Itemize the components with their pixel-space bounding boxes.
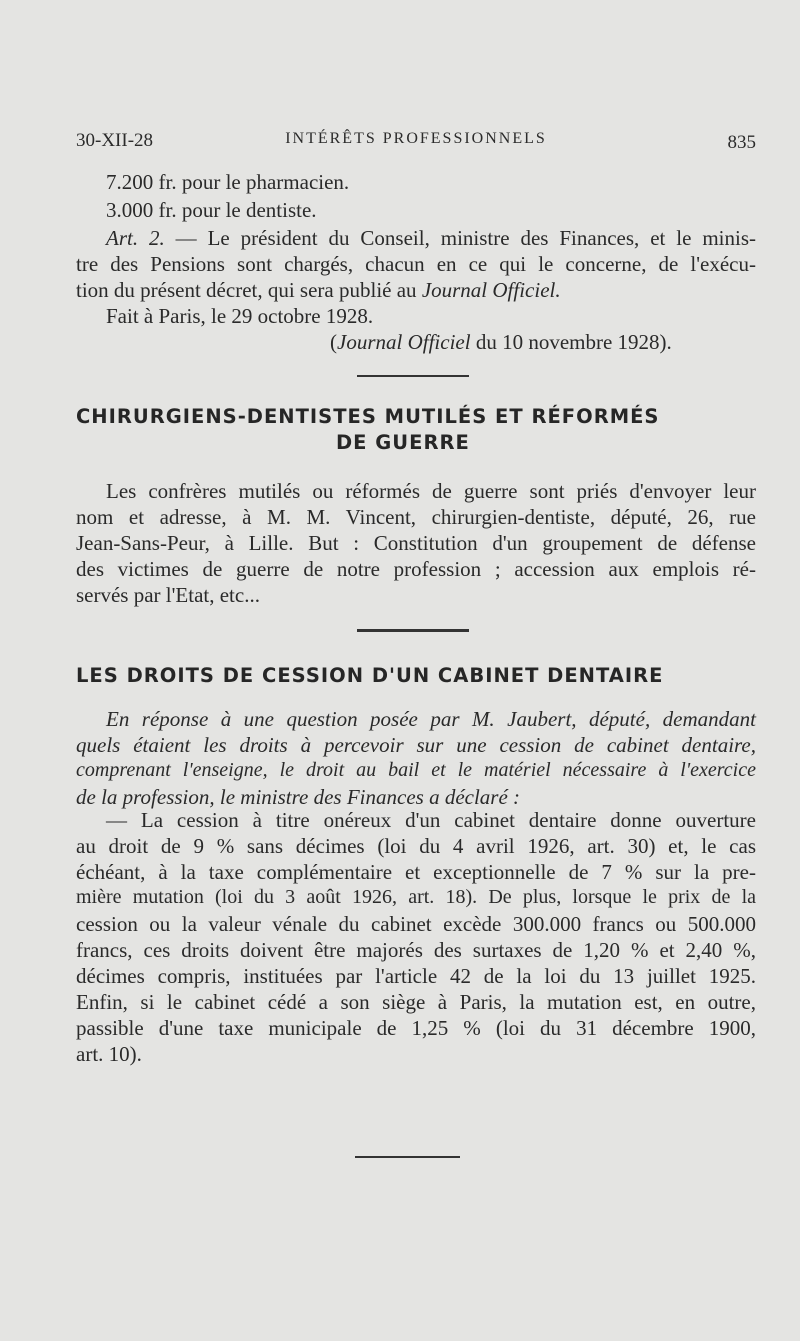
article-label: Art. 2. <box>106 226 165 250</box>
article-text: tion du présent décret, qui sera publié au <box>76 278 422 302</box>
section-divider <box>357 375 469 377</box>
paragraph-line: Les confrères mutilés ou réformés de guerre sont priés d'envoyer leur <box>106 479 756 503</box>
section-divider <box>355 1156 460 1158</box>
body-line: décimes compris, instituées par l'article 42 de la loi du 13 juillet 1925. <box>76 964 756 988</box>
decree-article-line <box>76 278 561 303</box>
article-text: — Le président du Conseil, ministre des Finances, et le minis- <box>164 226 756 250</box>
paragraph-line: servés par l'Etat, etc... <box>76 583 260 607</box>
paragraph-line: nom et adresse, à M. M. Vincent, chirurgien-dentiste, député, 26, rue <box>76 505 756 529</box>
body-line: — La cession à titre onéreux d'un cabinet dentaire donne ouverture <box>106 808 756 832</box>
source-paren: ( <box>330 330 337 354</box>
section-title-mutiles: CHIRURGIENS-DENTISTES MUTILÉS ET RÉFORMÉS <box>76 405 660 428</box>
body-line: art. 10). <box>76 1042 142 1066</box>
paragraph-line: des victimes de guerre de notre profession ; accession aux emplois ré- <box>76 557 756 581</box>
journal-reference: Journal Officiel. <box>421 278 561 302</box>
section-divider <box>357 629 469 632</box>
decree-line: 7.200 fr. pour le pharmacien. <box>106 170 350 194</box>
intro-line: quels étaient les droits à percevoir sur une cession de cabinet dentaire, <box>76 733 756 757</box>
body-line: Enfin, si le cabinet cédé a son siège à Paris, la mutation est, en outre, <box>76 990 756 1014</box>
decree-source <box>330 330 672 355</box>
intro-line: comprenant l'enseigne, le droit au bail et le matériel nécessaire à l'exercice <box>76 759 756 781</box>
decree-article-line <box>106 226 756 251</box>
intro-line: En réponse à une question posée par M. Jaubert, député, demandant <box>106 707 756 731</box>
running-header <box>76 128 756 158</box>
body-line: francs, ces droits doivent être majorés des surtaxes de 1,20 % et 2,40 %, <box>76 938 756 962</box>
section-title-mutiles-line2: DE GUERRE <box>336 431 470 454</box>
source-journal: Journal Officiel <box>337 330 471 354</box>
decree-line: 3.000 fr. pour le dentiste. <box>106 198 317 222</box>
body-line: cession ou la valeur vénale du cabinet excède 300.000 francs ou 500.000 <box>76 912 756 936</box>
source-date: du 10 novembre 1928). <box>470 330 672 354</box>
body-line: au droit de 9 % sans décimes (loi du 4 avril 1926, art. 30) et, le cas <box>76 834 756 858</box>
body-line: échéant, à la taxe complémentaire et exceptionnelle de 7 % sur la pre- <box>76 860 756 884</box>
body-line: mière mutation (loi du 3 août 1926, art. 18). De plus, lorsque le prix de la <box>76 886 756 908</box>
section-title-cession: LES DROITS DE CESSION D'UN CABINET DENTAIRE <box>76 664 664 687</box>
header-date: 30-XII-28 <box>76 130 154 151</box>
decree-article-line: tre des Pensions sont chargés, chacun en ce qui le concerne, de l'exécu- <box>76 252 756 276</box>
paragraph-line: Jean-Sans-Peur, à Lille. But : Constitution d'un groupement de défense <box>76 531 756 555</box>
intro-line: de la profession, le ministre des Finances a déclaré : <box>76 785 521 809</box>
header-page-number: 835 <box>727 132 756 153</box>
body-line: passible d'une taxe municipale de 1,25 % (loi du 31 décembre 1900, <box>76 1016 756 1040</box>
header-running-title: INTÉRÊTS PROFESSIONNELS <box>285 130 547 147</box>
decree-signed: Fait à Paris, le 29 octobre 1928. <box>106 304 374 328</box>
